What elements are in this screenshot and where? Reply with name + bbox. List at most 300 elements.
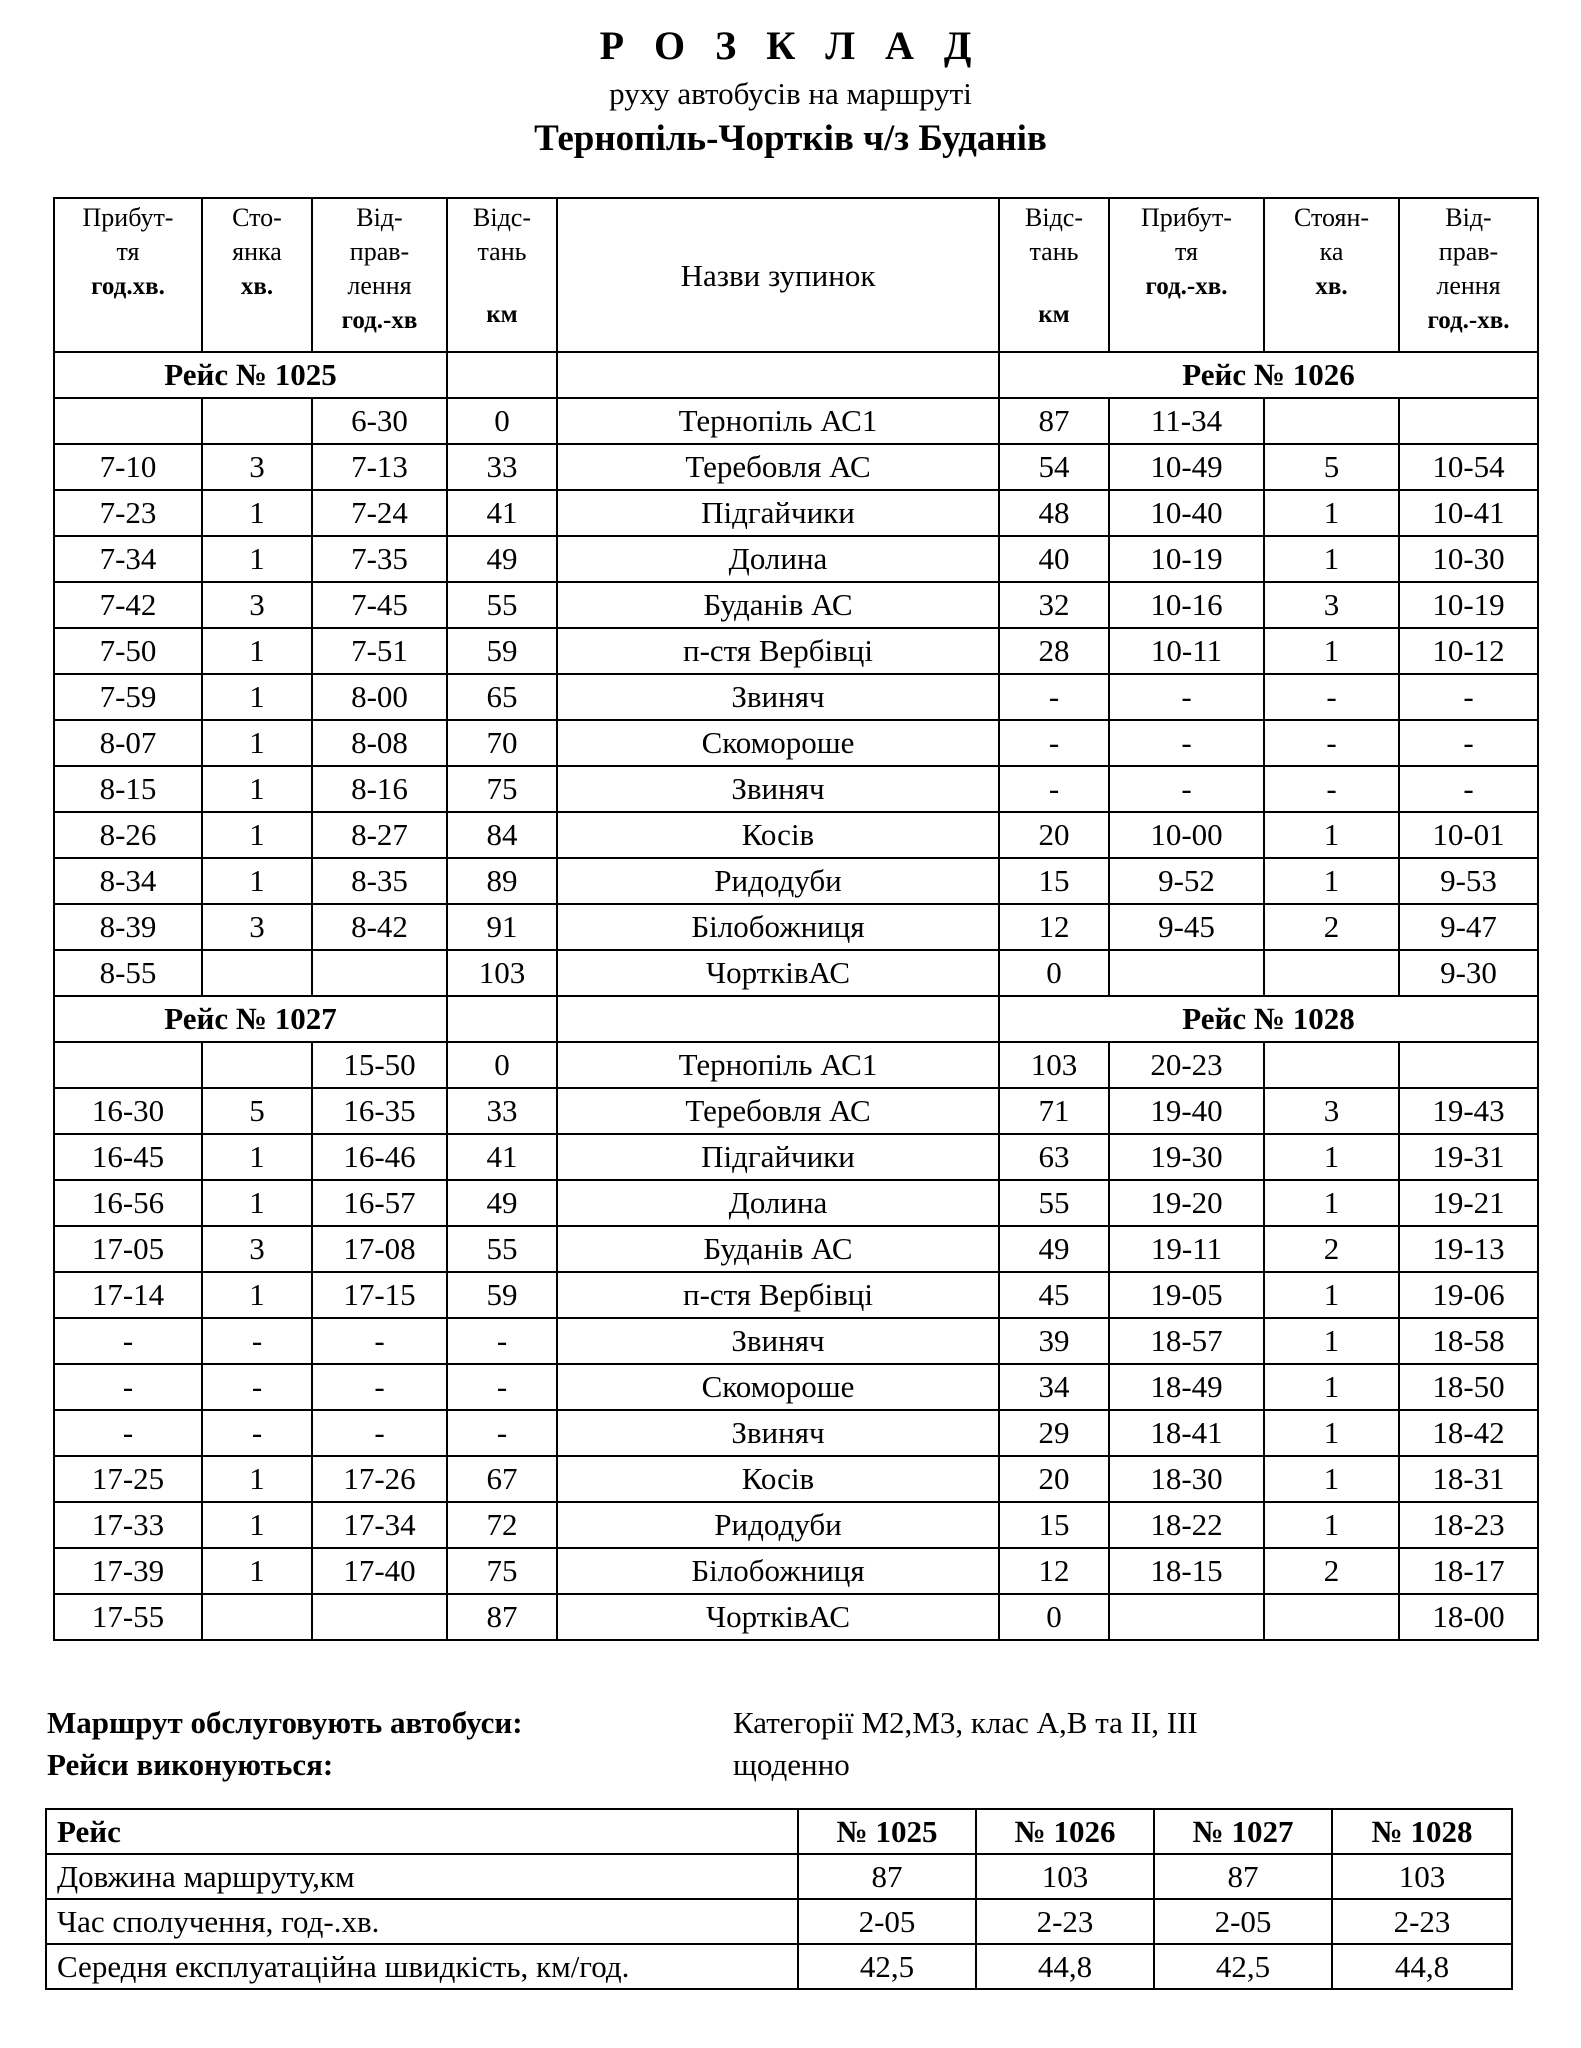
schedule-cell — [1109, 1594, 1264, 1640]
summary-header-cell: Рейс — [46, 1809, 798, 1854]
schedule-cell: 55 — [447, 1226, 557, 1272]
schedule-cell: 1 — [202, 1548, 312, 1594]
schedule-cell: 5 — [1264, 444, 1399, 490]
schedule-cell: 7-24 — [312, 490, 447, 536]
schedule-cell: 1 — [202, 858, 312, 904]
schedule-cell: 19-20 — [1109, 1180, 1264, 1226]
schedule-cell: 8-08 — [312, 720, 447, 766]
table-row — [54, 1456, 1538, 1502]
stop-name-cell: п-стя Вербівці — [557, 628, 999, 674]
trip-right-label: Рейс № 1028 — [999, 996, 1538, 1042]
schedule-cell: 55 — [447, 582, 557, 628]
empty-cell — [557, 996, 999, 1042]
schedule-cell: 18-00 — [1399, 1594, 1538, 1640]
schedule-cell: 19-31 — [1399, 1134, 1538, 1180]
schedule-cell: 18-15 — [1109, 1548, 1264, 1594]
summary-cell: 42,5 — [1154, 1944, 1332, 1989]
schedule-cell: 48 — [999, 490, 1109, 536]
schedule-cell: 6-30 — [312, 398, 447, 444]
summary-cell: 103 — [1332, 1854, 1512, 1899]
stop-name-cell: Звиняч — [557, 1410, 999, 1456]
schedule-cell: 49 — [447, 1180, 557, 1226]
schedule-cell: - — [1264, 720, 1399, 766]
schedule-cell: 9-45 — [1109, 904, 1264, 950]
schedule-cell: 7-51 — [312, 628, 447, 674]
summary-header-cell: № 1027 — [1154, 1809, 1332, 1854]
schedule-cell: - — [999, 766, 1109, 812]
col-depart-left — [312, 198, 447, 352]
header-line: Прибут- — [82, 203, 174, 232]
table-row — [54, 1088, 1538, 1134]
schedule-cell: 10-00 — [1109, 812, 1264, 858]
schedule-cell: 16-57 — [312, 1180, 447, 1226]
schedule-cell: - — [202, 1318, 312, 1364]
schedule-cell: 54 — [999, 444, 1109, 490]
summary-cell: 44,8 — [1332, 1944, 1512, 1989]
schedule-cell: 1 — [202, 1180, 312, 1226]
schedule-cell: 0 — [447, 1042, 557, 1088]
schedule-cell: 1 — [1264, 1364, 1399, 1410]
header-line: км — [486, 301, 518, 328]
schedule-cell: 45 — [999, 1272, 1109, 1318]
empty-cell — [447, 352, 557, 398]
schedule-cell: 11-34 — [1109, 398, 1264, 444]
schedule-cell: 2 — [1264, 1226, 1399, 1272]
stop-name-cell: Звиняч — [557, 1318, 999, 1364]
schedule-cell: 103 — [999, 1042, 1109, 1088]
summary-row — [46, 1854, 1512, 1899]
buses-value: Категорії М2,М3, клас А,В та ІІ, ІІІ — [733, 1705, 1198, 1740]
schedule-cell: 1 — [202, 628, 312, 674]
stop-name-cell: Скомороше — [557, 720, 999, 766]
schedule-cell — [54, 1042, 202, 1088]
schedule-cell: 33 — [447, 444, 557, 490]
schedule-cell: 17-39 — [54, 1548, 202, 1594]
summary-header-cell: № 1026 — [976, 1809, 1154, 1854]
schedule-cell: 49 — [447, 536, 557, 582]
table-row — [54, 950, 1538, 996]
header-line: ка — [1319, 237, 1344, 266]
schedule-cell: 1 — [202, 1134, 312, 1180]
schedule-cell — [1264, 1594, 1399, 1640]
stop-name-cell: п-стя Вербівці — [557, 1272, 999, 1318]
col-distance-right — [999, 198, 1109, 352]
stop-name-cell: Звиняч — [557, 766, 999, 812]
stop-name-cell: Косів — [557, 812, 999, 858]
schedule-cell: 15 — [999, 1502, 1109, 1548]
schedule-cell: 87 — [447, 1594, 557, 1640]
empty-cell — [447, 996, 557, 1042]
summary-header-cell: № 1028 — [1332, 1809, 1512, 1854]
schedule-cell: 10-11 — [1109, 628, 1264, 674]
schedule-cell: 103 — [447, 950, 557, 996]
schedule-cell: 72 — [447, 1502, 557, 1548]
schedule-cell: 2 — [1264, 1548, 1399, 1594]
schedule-cell: 1 — [1264, 628, 1399, 674]
stop-name-cell: Долина — [557, 536, 999, 582]
schedule-cell: 3 — [202, 582, 312, 628]
schedule-cell: - — [1109, 674, 1264, 720]
schedule-cell: 8-55 — [54, 950, 202, 996]
table-row — [54, 398, 1538, 444]
schedule-cell: 10-16 — [1109, 582, 1264, 628]
schedule-cell: 55 — [999, 1180, 1109, 1226]
schedule-cell: 71 — [999, 1088, 1109, 1134]
schedule-cell: 7-59 — [54, 674, 202, 720]
stop-name-cell: Білобожниця — [557, 1548, 999, 1594]
header-line: тань — [477, 237, 527, 266]
schedule-cell: 1 — [1264, 490, 1399, 536]
schedule-cell: 8-35 — [312, 858, 447, 904]
schedule-cell: 18-31 — [1399, 1456, 1538, 1502]
schedule-cell: 9-30 — [1399, 950, 1538, 996]
schedule-cell: 41 — [447, 490, 557, 536]
col-distance-left — [447, 198, 557, 352]
header-line: Сто- — [232, 203, 282, 232]
header-line: тя — [1175, 237, 1198, 266]
schedule-cell: 70 — [447, 720, 557, 766]
schedule-cell: 19-06 — [1399, 1272, 1538, 1318]
schedule-cell: 39 — [999, 1318, 1109, 1364]
schedule-cell — [1264, 1042, 1399, 1088]
schedule-cell: 18-23 — [1399, 1502, 1538, 1548]
col-depart-right — [1399, 198, 1538, 352]
schedule-cell: 10-40 — [1109, 490, 1264, 536]
schedule-cell: 9-53 — [1399, 858, 1538, 904]
schedule-cell: 9-47 — [1399, 904, 1538, 950]
header-line: Від- — [356, 203, 403, 232]
header-line: тань — [1029, 237, 1079, 266]
schedule-cell: 0 — [999, 950, 1109, 996]
schedule-cell: - — [202, 1410, 312, 1456]
schedule-cell: 19-05 — [1109, 1272, 1264, 1318]
table-row — [54, 1410, 1538, 1456]
schedule-cell: 1 — [1264, 1134, 1399, 1180]
header-line: тя — [116, 237, 140, 266]
table-row — [54, 582, 1538, 628]
table-row — [54, 1042, 1538, 1088]
summary-cell: 2-23 — [976, 1899, 1154, 1944]
schedule-cell: 0 — [447, 398, 557, 444]
schedule-table — [53, 197, 1539, 1641]
schedule-cell: 1 — [1264, 536, 1399, 582]
summary-header-cell: № 1025 — [798, 1809, 976, 1854]
stop-name-cell: Теребовля АС — [557, 1088, 999, 1134]
header-line: Відс- — [473, 203, 531, 232]
stop-name-cell: Скомороше — [557, 1364, 999, 1410]
schedule-cell: 8-07 — [54, 720, 202, 766]
summary-row — [46, 1944, 1512, 1989]
schedule-cell: 16-45 — [54, 1134, 202, 1180]
header-line: км — [1038, 301, 1070, 328]
schedule-cell: 7-35 — [312, 536, 447, 582]
summary-row — [46, 1899, 1512, 1944]
schedule-cell: 18-57 — [1109, 1318, 1264, 1364]
schedule-cell: 17-40 — [312, 1548, 447, 1594]
schedule-cell: - — [1399, 766, 1538, 812]
trip-header-row — [54, 352, 1538, 398]
summary-cell: 103 — [976, 1854, 1154, 1899]
stop-name-cell: Ридодуби — [557, 858, 999, 904]
schedule-cell: 8-16 — [312, 766, 447, 812]
schedule-body — [54, 352, 1538, 1640]
table-row — [54, 1180, 1538, 1226]
schedule-cell: 19-43 — [1399, 1088, 1538, 1134]
trips-value: щоденно — [733, 1747, 850, 1782]
schedule-cell: 1 — [202, 674, 312, 720]
schedule-cell: 8-00 — [312, 674, 447, 720]
table-row — [54, 1226, 1538, 1272]
schedule-cell: - — [312, 1410, 447, 1456]
table-row — [54, 812, 1538, 858]
schedule-cell: 19-13 — [1399, 1226, 1538, 1272]
schedule-cell: 1 — [202, 720, 312, 766]
schedule-cell: 1 — [202, 1272, 312, 1318]
schedule-cell: 28 — [999, 628, 1109, 674]
table-row — [54, 858, 1538, 904]
header-line: лення — [347, 271, 412, 300]
table-row — [54, 1272, 1538, 1318]
schedule-cell: 17-05 — [54, 1226, 202, 1272]
schedule-cell: 7-42 — [54, 582, 202, 628]
schedule-cell: 1 — [202, 490, 312, 536]
trip-left-label: Рейс № 1027 — [54, 996, 447, 1042]
schedule-cell: 7-10 — [54, 444, 202, 490]
schedule-cell: 20-23 — [1109, 1042, 1264, 1088]
header-line: хв. — [240, 273, 274, 300]
table-row — [54, 674, 1538, 720]
table-row — [54, 536, 1538, 582]
table-row — [54, 444, 1538, 490]
schedule-cell: 10-49 — [1109, 444, 1264, 490]
schedule-cell: - — [54, 1364, 202, 1410]
stop-name-cell: ЧортківАС — [557, 950, 999, 996]
schedule-cell: 10-41 — [1399, 490, 1538, 536]
empty-cell — [557, 352, 999, 398]
summary-cell: Довжина маршруту,км — [46, 1854, 798, 1899]
schedule-cell: 32 — [999, 582, 1109, 628]
schedule-cell: 3 — [1264, 582, 1399, 628]
schedule-cell: 1 — [1264, 812, 1399, 858]
trip-header-row — [54, 996, 1538, 1042]
schedule-cell — [54, 398, 202, 444]
schedule-cell: 59 — [447, 1272, 557, 1318]
schedule-cell: - — [447, 1364, 557, 1410]
schedule-cell: - — [1109, 720, 1264, 766]
route-name: Тернопіль-Чортків ч/з Буданів — [534, 118, 1047, 159]
schedule-cell: 1 — [1264, 1502, 1399, 1548]
schedule-cell: 12 — [999, 904, 1109, 950]
table-row — [54, 490, 1538, 536]
schedule-cell: 16-35 — [312, 1088, 447, 1134]
page-title: Р О З К Л А Д — [599, 23, 982, 68]
schedule-cell: 18-49 — [1109, 1364, 1264, 1410]
schedule-cell: 0 — [999, 1594, 1109, 1640]
schedule-cell: 15 — [999, 858, 1109, 904]
summary-cell: 87 — [1154, 1854, 1332, 1899]
schedule-cell: 17-55 — [54, 1594, 202, 1640]
schedule-cell: 7-34 — [54, 536, 202, 582]
schedule-cell: 59 — [447, 628, 557, 674]
table-row — [54, 1502, 1538, 1548]
schedule-cell: 75 — [447, 1548, 557, 1594]
header-line: прав- — [1438, 237, 1499, 266]
stop-name-cell: Буданів АС — [557, 582, 999, 628]
schedule-cell: 34 — [999, 1364, 1109, 1410]
schedule-cell: 1 — [1264, 1180, 1399, 1226]
schedule-cell: 17-08 — [312, 1226, 447, 1272]
schedule-cell: - — [999, 674, 1109, 720]
schedule-cell: - — [1399, 720, 1538, 766]
schedule-cell: 10-30 — [1399, 536, 1538, 582]
schedule-header-row — [54, 198, 1538, 352]
schedule-cell: - — [1109, 766, 1264, 812]
schedule-cell: 33 — [447, 1088, 557, 1134]
stop-name-cell: Ридодуби — [557, 1502, 999, 1548]
col-arrival-right — [1109, 198, 1264, 352]
summary-body — [46, 1809, 1512, 1989]
schedule-cell: 17-25 — [54, 1456, 202, 1502]
table-row — [54, 904, 1538, 950]
table-row — [54, 1364, 1538, 1410]
schedule-cell: 8-15 — [54, 766, 202, 812]
header-line: прав- — [349, 237, 410, 266]
schedule-cell: 1 — [1264, 1272, 1399, 1318]
table-row — [54, 1594, 1538, 1640]
header-line: Відс- — [1025, 203, 1083, 232]
col-stop-right — [1264, 198, 1399, 352]
schedule-cell: 17-33 — [54, 1502, 202, 1548]
col-stop-left — [202, 198, 312, 352]
schedule-cell — [312, 1594, 447, 1640]
schedule-cell: 75 — [447, 766, 557, 812]
schedule-cell: 41 — [447, 1134, 557, 1180]
table-row — [54, 1548, 1538, 1594]
schedule-cell: 19-30 — [1109, 1134, 1264, 1180]
buses-label: Маршрут обслуговують автобуси: — [47, 1705, 523, 1740]
schedule-cell: 3 — [1264, 1088, 1399, 1134]
schedule-cell: 7-50 — [54, 628, 202, 674]
table-row — [54, 628, 1538, 674]
schedule-cell: 19-40 — [1109, 1088, 1264, 1134]
schedule-cell: - — [447, 1410, 557, 1456]
schedule-cell: 10-12 — [1399, 628, 1538, 674]
schedule-cell: 67 — [447, 1456, 557, 1502]
schedule-cell: 19-11 — [1109, 1226, 1264, 1272]
schedule-cell — [202, 1042, 312, 1088]
schedule-cell — [1399, 1042, 1538, 1088]
stop-name-cell: Звиняч — [557, 674, 999, 720]
summary-cell: 2-05 — [1154, 1899, 1332, 1944]
schedule-cell: 19-21 — [1399, 1180, 1538, 1226]
summary-cell: 2-23 — [1332, 1899, 1512, 1944]
schedule-cell: 16-30 — [54, 1088, 202, 1134]
schedule-cell: 9-52 — [1109, 858, 1264, 904]
header-line: год.-хв. — [1427, 307, 1510, 334]
schedule-cell: 15-50 — [312, 1042, 447, 1088]
stop-name-cell: Теребовля АС — [557, 444, 999, 490]
schedule-cell: - — [1264, 674, 1399, 720]
table-row — [54, 1318, 1538, 1364]
stop-name-cell: Тернопіль АС1 — [557, 1042, 999, 1088]
header-line: хв. — [1315, 273, 1348, 300]
schedule-cell: 1 — [202, 536, 312, 582]
stop-name-cell: Білобожниця — [557, 904, 999, 950]
schedule-cell: 17-15 — [312, 1272, 447, 1318]
schedule-cell — [312, 950, 447, 996]
schedule-cell: - — [312, 1318, 447, 1364]
summary-table — [45, 1808, 1513, 1990]
table-row — [54, 766, 1538, 812]
schedule-cell: 18-17 — [1399, 1548, 1538, 1594]
schedule-cell: 87 — [999, 398, 1109, 444]
stop-name-cell: Косів — [557, 1456, 999, 1502]
schedule-cell: 3 — [202, 904, 312, 950]
header-line: Від- — [1445, 203, 1492, 232]
schedule-cell: 7-23 — [54, 490, 202, 536]
schedule-cell: 1 — [1264, 858, 1399, 904]
schedule-cell: 1 — [202, 812, 312, 858]
schedule-cell: 16-46 — [312, 1134, 447, 1180]
summary-cell: 42,5 — [798, 1944, 976, 1989]
schedule-cell: 8-26 — [54, 812, 202, 858]
col-stop-names: Назви зупинок — [557, 198, 999, 352]
stop-name-cell: Долина — [557, 1180, 999, 1226]
schedule-cell — [202, 398, 312, 444]
trip-left-label: Рейс № 1025 — [54, 352, 447, 398]
schedule-cell: 18-58 — [1399, 1318, 1538, 1364]
summary-header-row — [46, 1809, 1512, 1854]
summary-cell: 2-05 — [798, 1899, 976, 1944]
schedule-cell: 3 — [202, 1226, 312, 1272]
schedule-cell: 10-19 — [1399, 582, 1538, 628]
schedule-cell — [1399, 398, 1538, 444]
stop-name-cell: ЧортківАС — [557, 1594, 999, 1640]
schedule-cell: 10-19 — [1109, 536, 1264, 582]
summary-cell: 44,8 — [976, 1944, 1154, 1989]
stop-name-cell: Підгайчики — [557, 1134, 999, 1180]
schedule-cell: 1 — [1264, 1410, 1399, 1456]
schedule-cell: 16-56 — [54, 1180, 202, 1226]
schedule-cell: 3 — [202, 444, 312, 490]
header-line: янка — [232, 237, 282, 266]
schedule-cell: - — [54, 1318, 202, 1364]
schedule-cell: 10-01 — [1399, 812, 1538, 858]
schedule-cell: 40 — [999, 536, 1109, 582]
schedule-cell: 1 — [1264, 1318, 1399, 1364]
header-line: год.хв. — [91, 273, 165, 300]
header-line: год.-хв. — [1145, 273, 1228, 300]
schedule-cell: 63 — [999, 1134, 1109, 1180]
col-arrival-left — [54, 198, 202, 352]
schedule-cell: 18-30 — [1109, 1456, 1264, 1502]
summary-cell: Середня експлуатаційна швидкість, км/год. — [46, 1944, 798, 1989]
header-line: год.-хв — [341, 307, 418, 334]
summary-cell: Час сполучення, год-.хв. — [46, 1899, 798, 1944]
schedule-cell: 29 — [999, 1410, 1109, 1456]
schedule-cell: 17-14 — [54, 1272, 202, 1318]
schedule-cell: - — [54, 1410, 202, 1456]
schedule-cell: 1 — [202, 1456, 312, 1502]
header-line: Стоян- — [1293, 203, 1370, 232]
schedule-cell: 20 — [999, 1456, 1109, 1502]
schedule-cell: 18-22 — [1109, 1502, 1264, 1548]
schedule-cell: 18-41 — [1109, 1410, 1264, 1456]
schedule-cell: 1 — [202, 766, 312, 812]
schedule-cell: - — [999, 720, 1109, 766]
header-line: Прибут- — [1141, 203, 1232, 232]
schedule-cell: 20 — [999, 812, 1109, 858]
